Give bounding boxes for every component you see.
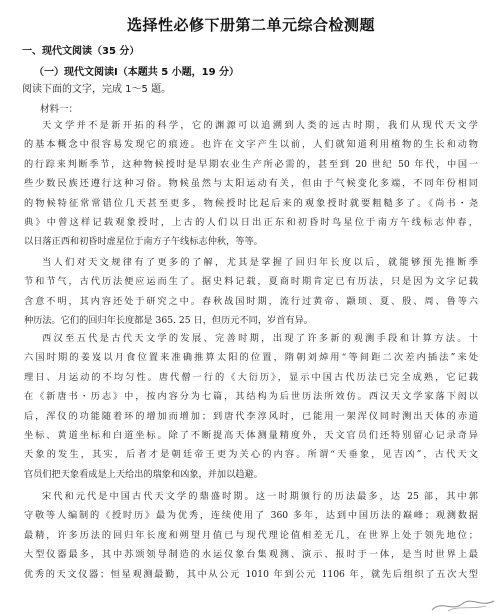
paragraph-line: 天文学并不是新开拓的科学，它的渊源可以追溯到人类的远古时期，我们从现代天文学 <box>42 120 478 131</box>
reading-instruction: 阅读下面的文字，完成 1～5 题。 <box>22 84 172 95</box>
paragraph-line: 在《新唐书・历志》中，按内容分为七篇，其结构为后世历法所效仿。西汉天文学家落下闳以 <box>24 391 478 403</box>
paragraph-line: 后，浑仪的功能随着环的增加而增加；到唐代李淳风时，已能用一架浑仪同时测出天体的赤道 <box>24 410 478 422</box>
paragraph-line: 些少数民族还遵行这种习俗。物候虽然与太阳运动有关，但由于气候变化多端，不同年份相同 <box>24 178 478 190</box>
paragraph-line: 六国时期的姜岌以月食位置来准确推算太阳的位置，隋朝刘焯用“等间距二次差内插法”来处 <box>24 352 478 364</box>
paragraph-line: 大型仪器最多，其中苏颂领导制造的水运仪象台集观测、演示、报时于一体，是当时世界上最 <box>24 549 478 561</box>
handwritten-mark <box>428 596 498 614</box>
paragraph-line: 典》中曾这样记载观象授时，上古的人们以日出正东和初昏时鸟星位于南方午线标志仲春， <box>24 217 478 228</box>
paragraph-line: 理日、月运动的不均匀性。唐代僧一行的《大衍历》，显示中国古代历法已完全成熟，它记载 <box>24 371 478 383</box>
paragraph-line: 宋代和元代是中国古代天文学的鼎盛时期。这一时期颁行的历法最多，达 25 部，其中郭 <box>42 491 478 502</box>
subsection-heading: （一）现代文阅读Ⅰ（本题共 5 小题，19 分） <box>34 67 240 78</box>
paragraph-line: 含意不明，其内容还处于研究之中。春秋战国时期，流行过黄帝、颛顼、夏、殷、周、鲁等六 <box>24 295 478 307</box>
paragraph-line: 坐标、黄道坐标和白道坐标。除了不断提高天体测量精度外，天文官员们还特别留心记录奇异 <box>24 430 478 441</box>
paragraph-line: 的基本概念中很容易发现它的痕迹。也许在文字产生以前，人们就知道利用植物的生长和动物 <box>24 139 478 151</box>
paragraph-line: 最精，许多历法的回归年长度和朔望月值已与现代理论值相差无几，在世界上处于领先地位； <box>24 529 478 541</box>
paragraph-line: 当人们对天文规律有了更多的了解，尤其是掌握了回归年长度以后，就能够预先推断季 <box>42 257 478 268</box>
paragraph-line: 的物候特征常常错位几天甚至更多，物候授时比起后来的观象授时就要粗糙多了。《尚书・尧 <box>24 197 478 209</box>
paragraph-line: 天象的发生，其实，后者才是朝廷帝王更为关心的内容。所谓“天垂象，见吉凶”，古代天文 <box>24 449 478 461</box>
paragraph-line: 西汉至五代是古代天文学的发展、完善时期，出现了许多新的观测手段和计算方法。十 <box>42 333 478 344</box>
material-label: 材料一： <box>40 104 79 115</box>
paragraph-line: 官员们把天象看成是上天给出的瑞象和凶象，并加以趋避。 <box>24 468 263 480</box>
section-heading: 一、现代文阅读（35 分） <box>22 46 140 57</box>
document-title: 选择性必修下册第二单元综合检测题 <box>126 16 375 34</box>
paragraph-line: 优秀的天文仪器；恒星观测最勤，其中从公元 1010 年到公元 1106 年，就先后组织了五次大型 <box>24 568 478 580</box>
paragraph-line: 守敬等人编制的《授时历》最为优秀，连续使用了 360 多年，达到中国历法的巅峰；观测数据 <box>24 510 478 522</box>
paragraph-line: 节和节气，古代历法便应运而生了。据史料记载，夏商时期肯定已有历法，只是因为文字记载 <box>24 276 478 288</box>
paragraph-line: 种历法。它们的回归年长度都是 365. 25 日，但历元不同，岁首有异。 <box>24 315 313 327</box>
paragraph-line: 的行踪来判断季节，这种物候授时是早期农业生产所必需的，甚至到 20 世纪 50 年代，中国一 <box>24 158 478 170</box>
paragraph-line: 以日落正西和初昏时虚星位于南方子午线标志仲秋，等等。 <box>24 236 263 248</box>
